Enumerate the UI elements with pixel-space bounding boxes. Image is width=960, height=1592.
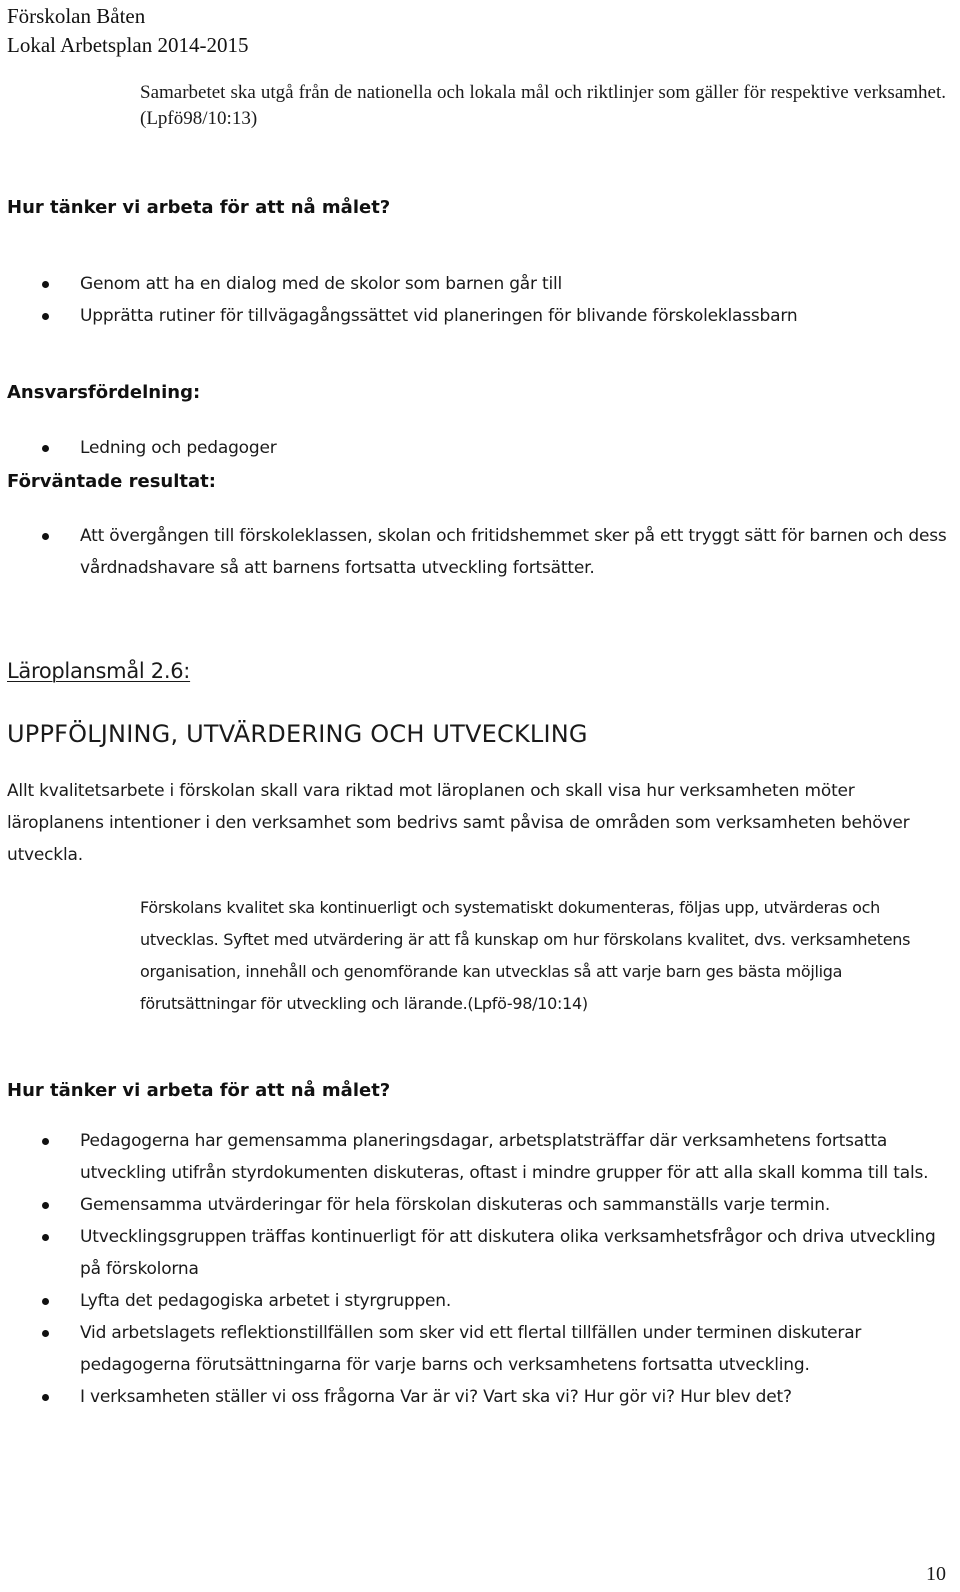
- intro-paragraph: Allt kvalitetsarbete i förskolan skall vara riktad mot läroplanen och skall visa hur verksamheten möter läroplanens intentioner i den verksamhet som bedrivs samt påvisa de områden som verksamheten behöver utveckla.: [7, 781, 910, 865]
- list-item: [0, 1285, 950, 1317]
- bullet-icon: [42, 1298, 49, 1305]
- bullet-icon: [42, 1394, 49, 1401]
- plan-title: Lokal Arbetsplan 2014-2015: [7, 33, 249, 57]
- bullet-icon: [42, 445, 49, 452]
- list-item-text: Lyfta det pedagogiska arbetet i styrgruppen.: [80, 1291, 452, 1311]
- list-item-text: Gemensamma utvärderingar för hela förskolan diskuteras och sammanställs varje termin.: [80, 1195, 831, 1215]
- bullet-icon: [42, 1138, 49, 1145]
- list-item: [0, 1381, 950, 1413]
- bullet-icon: [42, 313, 49, 320]
- curriculum-quote: Samarbetet ska utgå från de nationella och lokala mål och riktlinjer som gäller för respektive verksamhet.(Lpfö98/10:13): [140, 82, 946, 129]
- expected-bullet-list: [0, 520, 950, 584]
- list-item-text: Vid arbetslagets reflektionstillfällen som sker vid ett flertal tillfällen under terminen diskuterar pedagogerna förutsättningarna för varje barns och verksamhetens fortsatta utveckling.: [80, 1323, 862, 1375]
- list-item-text: Genom att ha en dialog med de skolor som barnen går till: [80, 274, 563, 294]
- how-heading: Hur tänker vi arbeta för att nå målet?: [7, 197, 391, 218]
- expected-results-heading: Förväntade resultat:: [7, 471, 216, 492]
- list-item-text: Utvecklingsgruppen träffas kontinuerligt för att diskutera olika verksamhetsfrågor och driva utveckling på förskolorna: [80, 1227, 936, 1279]
- list-item-text: Upprätta rutiner för tillvägagångssättet vid planeringen för blivande förskoleklassbarn: [80, 306, 798, 326]
- bullet-icon: [42, 1234, 49, 1241]
- list-item: [0, 1317, 950, 1381]
- list-item: [0, 300, 950, 332]
- responsibility-bullet-list: [0, 432, 950, 464]
- responsibility-heading: Ansvarsfördelning:: [7, 382, 201, 403]
- list-item: [0, 1221, 950, 1285]
- list-item: [0, 268, 950, 300]
- list-item-text: I verksamheten ställer vi oss frågorna Var är vi? Vart ska vi? Hur gör vi? Hur blev det?: [80, 1387, 792, 1407]
- list-item: [0, 1125, 950, 1189]
- list-item-text: Ledning och pedagoger: [80, 438, 277, 458]
- bullet-icon: [42, 281, 49, 288]
- how-heading-2: Hur tänker vi arbeta för att nå målet?: [7, 1080, 391, 1101]
- bullet-icon: [42, 1330, 49, 1337]
- list-item: [0, 520, 950, 584]
- section-title: UPPFÖLJNING, UTVÄRDERING OCH UTVECKLING: [7, 720, 588, 748]
- list-item-text: Att övergången till förskoleklassen, skolan och fritidshemmet sker på ett tryggt sätt för barnen och dess vårdnadshavare så att barnens fortsatta utveckling fortsätter.: [80, 526, 947, 578]
- document-header: [7, 2, 248, 60]
- list-item: [0, 1189, 950, 1221]
- bullet-icon: [42, 1202, 49, 1209]
- curriculum-quote-2: Förskolans kvalitet ska kontinuerligt och systematiskt dokumenteras, följas upp, utvärderas och utvecklas. Syftet med utvärdering är att få kunskap om hur förskolans kvalitet, dvs. verksamhetens organisation, innehåll och genomförande kan utvecklas så att varje barn ges bästa möjliga förutsättningar för utveckling och lärande.(Lpfö-98/10:14): [140, 898, 911, 1013]
- how-bullet-list: [0, 268, 950, 332]
- bullet-icon: [42, 533, 49, 540]
- curriculum-goal-heading: Läroplansmål 2.6:: [7, 659, 191, 683]
- list-item-text: Pedagogerna har gemensamma planeringsdagar, arbetsplatsträffar där verksamhetens fortsatta utveckling utifrån styrdokumenten diskuteras, oftast i mindre grupper för att alla skall komma till tals.: [80, 1131, 929, 1183]
- list-item: [0, 432, 950, 464]
- how-bullet-list-2: [0, 1125, 950, 1413]
- school-name: Förskolan Båten: [7, 4, 146, 28]
- page-number: 10: [926, 1563, 946, 1585]
